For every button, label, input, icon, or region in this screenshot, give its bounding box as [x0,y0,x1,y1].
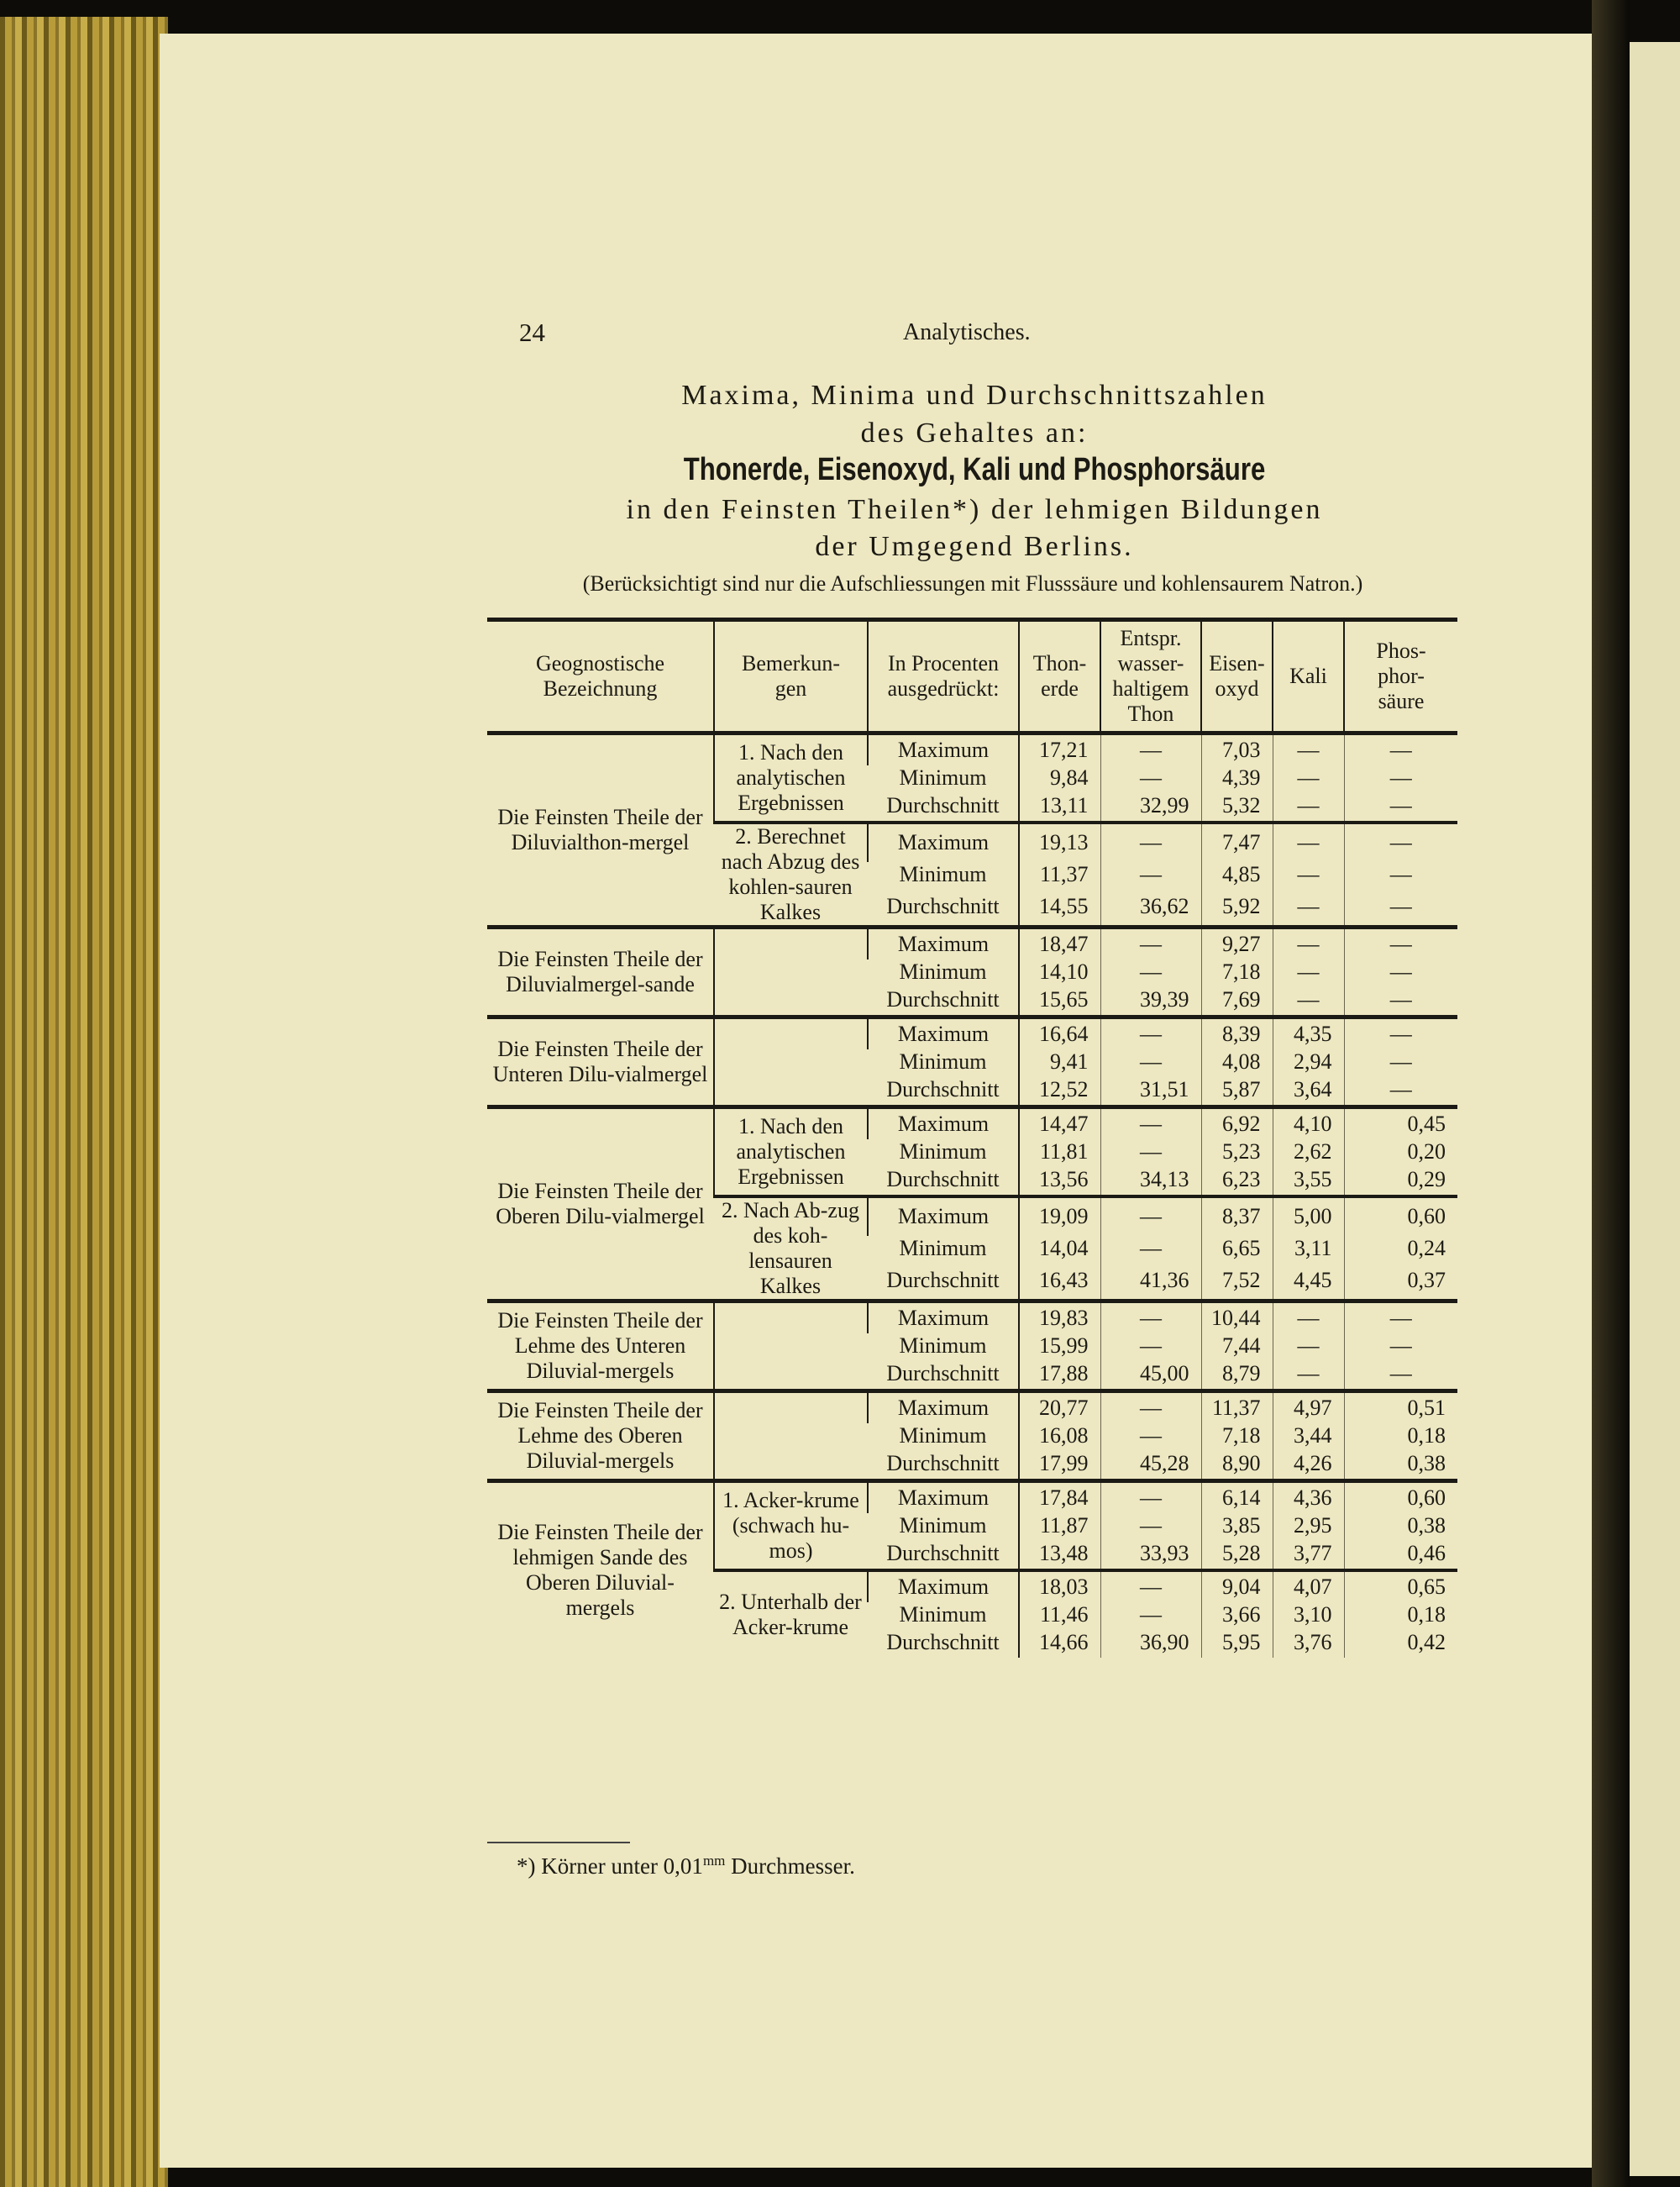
eisenoxyd-value: 3,85 [1201,1513,1273,1538]
stat-label: Minimum [899,1513,987,1538]
remark: 2. Nach Ab-zug des koh-lensauren Kalkes [714,1196,868,1301]
phosphorsaeure-value: 0,38 [1344,1513,1457,1538]
stat-label: Maximum [868,1481,1019,1514]
thonerde-value: 17,88 [1019,1359,1100,1391]
thonerde-value: 18,47 [1019,928,1100,960]
group-label: Die Feinsten Theile der Oberen Dilu-vialmergel [487,1107,714,1301]
phosphorsaeure-value: — [1344,862,1457,887]
thonerde-value: 15,65 [1019,985,1100,1017]
eisenoxyd-value: 8,90 [1201,1448,1273,1481]
kali-value: 3,76 [1273,1627,1344,1658]
thon-value: 31,51 [1100,1075,1201,1107]
kali-value: 4,07 [1273,1570,1344,1602]
footnote-rule [487,1842,630,1843]
title-line-2: des Gehaltes an: [860,418,1089,449]
thon-value: — [1100,765,1201,791]
remark [714,1301,868,1391]
phosphorsaeure-value: — [1344,823,1457,862]
table-row [487,1107,1457,1140]
kali-value: — [1273,1359,1344,1391]
phosphorsaeure-value: 0,51 [1344,1391,1457,1424]
stat-label: Minimum [899,1423,987,1448]
eisenoxyd-value: 9,27 [1201,928,1273,960]
table-row [487,1391,1457,1424]
remark: 1. Nach den analytischen Ergebnissen [714,733,868,823]
eisenoxyd-value: 7,69 [1201,985,1273,1017]
eisenoxyd-value: 5,95 [1201,1627,1273,1658]
phosphorsaeure-value: — [1344,765,1457,791]
phosphorsaeure-value: 0,45 [1344,1107,1457,1140]
phosphorsaeure-value: — [1344,887,1457,927]
table-row [487,733,1457,766]
remark [714,1017,868,1107]
phosphorsaeure-value: 0,38 [1344,1448,1457,1481]
stat-label: Durchschnitt [886,987,1000,1012]
phosphorsaeure-value: 0,65 [1344,1570,1457,1602]
table-note: (Berücksichtigt sind nur die Aufschliessungen mit Flusssäure und kohlensaurem Natron.) [582,571,1363,596]
kali-value: — [1273,1333,1344,1359]
thon-value: — [1100,1423,1201,1448]
stat-label: Durchschnitt [886,1077,1000,1101]
phosphorsaeure-value: — [1344,1333,1457,1359]
group-label: Die Feinsten Theile der Diluvialmergel-sande [487,928,714,1017]
stat-label: Maximum [868,733,1019,766]
phosphorsaeure-value: 0,20 [1344,1139,1457,1164]
thonerde-value: 20,77 [1019,1391,1100,1424]
stat-label: Minimum [899,1049,987,1074]
thon-value: 41,36 [1100,1261,1201,1301]
eisenoxyd-value: 10,44 [1201,1301,1273,1334]
phosphorsaeure-value: 0,46 [1344,1538,1457,1570]
footnote-text-end: Durchmesser. [725,1853,855,1879]
phosphorsaeure-value: 0,18 [1344,1423,1457,1448]
thon-value: — [1100,1570,1201,1602]
kali-value: — [1273,733,1344,766]
phosphorsaeure-value: — [1344,1075,1457,1107]
thonerde-value: 14,66 [1019,1627,1100,1658]
stat-label: Maximum [868,823,1019,862]
kali-value: — [1273,959,1344,985]
table-row [487,1301,1457,1334]
kali-value: — [1273,765,1344,791]
column-header: Phos- phor- säure [1344,620,1457,733]
footnote [517,1853,855,1879]
thonerde-value: 11,81 [1019,1139,1100,1164]
phosphorsaeure-value: 0,24 [1344,1236,1457,1261]
thonerde-value: 17,99 [1019,1448,1100,1481]
eisenoxyd-value: 11,37 [1201,1391,1273,1424]
phosphorsaeure-value: — [1344,959,1457,985]
eisenoxyd-value: 8,79 [1201,1359,1273,1391]
kali-value: — [1273,791,1344,823]
thon-value: — [1100,1017,1201,1050]
thon-value: — [1100,823,1201,862]
phosphorsaeure-value: — [1344,791,1457,823]
title-line-3: Thonerde, Eisenoxyd, Kali und Phosphorsäure [683,452,1266,487]
table-row [487,1481,1457,1514]
eisenoxyd-value: 7,52 [1201,1261,1273,1301]
remark: 2. Berechnet nach Abzug des kohlen-sauren Kalkes [714,823,868,928]
thonerde-value: 19,09 [1019,1196,1100,1236]
thonerde-value: 19,83 [1019,1301,1100,1334]
column-header: Thon- erde [1019,620,1100,733]
thon-value: 33,93 [1100,1538,1201,1570]
page-number: 24 [519,318,545,347]
stat-label: Minimum [899,1235,987,1260]
thon-value: — [1100,959,1201,985]
stat-label: Maximum [868,1107,1019,1140]
thonerde-value: 11,87 [1019,1513,1100,1538]
thonerde-value: 13,48 [1019,1538,1100,1570]
eisenoxyd-value: 6,92 [1201,1107,1273,1140]
stat-label: Minimum [899,861,987,886]
group-label: Die Feinsten Theile der Unteren Dilu-vialmergel [487,1017,714,1107]
thonerde-value: 16,43 [1019,1261,1100,1301]
stat-label: Minimum [899,1602,987,1627]
thonerde-value: 11,46 [1019,1602,1100,1627]
stat-label: Durchschnitt [886,1167,1000,1191]
kali-value: 2,95 [1273,1513,1344,1538]
kali-value: 4,26 [1273,1448,1344,1481]
eisenoxyd-value: 7,44 [1201,1333,1273,1359]
thon-value: — [1100,862,1201,887]
eisenoxyd-value: 4,39 [1201,765,1273,791]
eisenoxyd-value: 5,23 [1201,1139,1273,1164]
eisenoxyd-value: 7,18 [1201,1423,1273,1448]
phosphorsaeure-value: 0,37 [1344,1261,1457,1301]
footnote-text: *) Körner unter 0,01 [517,1853,703,1879]
thon-value: — [1100,1236,1201,1261]
phosphorsaeure-value: — [1344,1049,1457,1075]
table-row [487,1017,1457,1050]
kali-value: 2,62 [1273,1139,1344,1164]
kali-value: 4,10 [1273,1107,1344,1140]
stat-label: Durchschnitt [886,1361,1000,1385]
thon-value: — [1100,1481,1201,1514]
phosphorsaeure-value: — [1344,1017,1457,1050]
stat-label: Maximum [868,1017,1019,1050]
title-line-4: in den Feinsten Theilen*) der lehmigen Bildungen [626,494,1323,525]
kali-value: — [1273,887,1344,927]
remark: 1. Acker-krume (schwach hu-mos) [714,1481,868,1571]
thonerde-value: 13,11 [1019,791,1100,823]
thon-value: 36,62 [1100,887,1201,927]
eisenoxyd-value: 7,47 [1201,823,1273,862]
eisenoxyd-value: 5,28 [1201,1538,1273,1570]
kali-value: 3,44 [1273,1423,1344,1448]
book-gutter [1592,0,1630,2187]
stat-label: Maximum [868,928,1019,960]
eisenoxyd-value: 6,14 [1201,1481,1273,1514]
phosphorsaeure-value: — [1344,1359,1457,1391]
kali-value: 4,35 [1273,1017,1344,1050]
kali-value: — [1273,985,1344,1017]
phosphorsaeure-value: 0,29 [1344,1164,1457,1196]
eisenoxyd-value: 5,32 [1201,791,1273,823]
eisenoxyd-value: 5,92 [1201,887,1273,927]
eisenoxyd-value: 3,66 [1201,1602,1273,1627]
stat-label: Durchschnitt [886,893,1000,918]
eisenoxyd-value: 6,65 [1201,1236,1273,1261]
phosphorsaeure-value: — [1344,985,1457,1017]
column-header: In Procenten ausgedrückt: [868,620,1019,733]
thonerde-value: 15,99 [1019,1333,1100,1359]
column-header: Eisen- oxyd [1201,620,1273,733]
column-header: Geognostische Bezeichnung [487,620,714,733]
phosphorsaeure-value: 0,60 [1344,1481,1457,1514]
column-header: Bemerkun- gen [714,620,868,733]
phosphorsaeure-value: 0,42 [1344,1627,1457,1658]
eisenoxyd-value: 6,23 [1201,1164,1273,1196]
eisenoxyd-value: 9,04 [1201,1570,1273,1602]
kali-value: — [1273,823,1344,862]
book-page-edges [0,17,168,2187]
remark [714,928,868,1017]
eisenoxyd-value: 5,87 [1201,1075,1273,1107]
thon-value: — [1100,1107,1201,1140]
stat-label: Maximum [868,1196,1019,1236]
running-head: Analytisches. [903,319,1031,345]
thon-value: — [1100,1049,1201,1075]
thon-value: — [1100,1391,1201,1424]
column-header: Kali [1273,620,1344,733]
phosphorsaeure-value: 0,60 [1344,1196,1457,1236]
remark: 2. Unterhalb der Acker-krume [714,1570,868,1658]
table-row [487,928,1457,960]
title-line-5: der Umgegend Berlins. [815,531,1134,562]
stat-label: Minimum [899,765,987,790]
thon-value: — [1100,1139,1201,1164]
thonerde-value: 19,13 [1019,823,1100,862]
stat-label: Maximum [868,1570,1019,1602]
kali-value: 5,00 [1273,1196,1344,1236]
eisenoxyd-value: 8,39 [1201,1017,1273,1050]
group-label: Die Feinsten Theile der Diluvialthon-mergel [487,733,714,928]
remark [714,1391,868,1481]
stat-label: Maximum [868,1391,1019,1424]
thon-value: — [1100,1333,1201,1359]
group-label: Die Feinsten Theile der Lehme des Oberen Diluvial-mergels [487,1391,714,1481]
eisenoxyd-value: 4,08 [1201,1049,1273,1075]
thon-value: — [1100,1301,1201,1334]
phosphorsaeure-value: 0,18 [1344,1602,1457,1627]
eisenoxyd-value: 7,18 [1201,959,1273,985]
stat-label: Durchschnitt [886,1541,1000,1565]
stat-label: Maximum [868,1301,1019,1334]
thonerde-value: 17,84 [1019,1481,1100,1514]
facing-page-edge [1630,42,1680,2176]
thonerde-value: 12,52 [1019,1075,1100,1107]
table-body [487,733,1457,1659]
kali-value: — [1273,1301,1344,1334]
thon-value: 34,13 [1100,1164,1201,1196]
thonerde-value: 9,41 [1019,1049,1100,1075]
remark: 1. Nach den analytischen Ergebnissen [714,1107,868,1197]
thonerde-value: 14,04 [1019,1236,1100,1261]
thonerde-value: 14,55 [1019,887,1100,927]
group-label: Die Feinsten Theile der lehmigen Sande des Oberen Diluvial-mergels [487,1481,714,1659]
stat-label: Durchschnitt [886,793,1000,817]
thonerde-value: 9,84 [1019,765,1100,791]
kali-value: 3,55 [1273,1164,1344,1196]
thon-value: — [1100,733,1201,766]
thonerde-value: 17,21 [1019,733,1100,766]
kali-value: 4,97 [1273,1391,1344,1424]
kali-value: 3,11 [1273,1236,1344,1261]
thon-value: — [1100,1196,1201,1236]
phosphorsaeure-value: — [1344,928,1457,960]
thonerde-value: 11,37 [1019,862,1100,887]
kali-value: 3,77 [1273,1538,1344,1570]
analysis-table [487,618,1457,1658]
kali-value: 4,45 [1273,1261,1344,1301]
kali-value: 2,94 [1273,1049,1344,1075]
phosphorsaeure-value: — [1344,1301,1457,1334]
kali-value: 3,10 [1273,1602,1344,1627]
stat-label: Minimum [899,1139,987,1164]
kali-value: 3,64 [1273,1075,1344,1107]
column-header: Entspr. wasser- haltigem Thon [1100,620,1201,733]
kali-value: — [1273,928,1344,960]
thon-value: 39,39 [1100,985,1201,1017]
thonerde-value: 16,08 [1019,1423,1100,1448]
thonerde-value: 18,03 [1019,1570,1100,1602]
thon-value: — [1100,1602,1201,1627]
thonerde-value: 13,56 [1019,1164,1100,1196]
stat-label: Durchschnitt [886,1630,1000,1654]
phosphorsaeure-value: — [1344,733,1457,766]
eisenoxyd-value: 8,37 [1201,1196,1273,1236]
stat-label: Durchschnitt [886,1451,1000,1475]
table-header-row [487,620,1457,733]
footnote-unit: mm [702,1853,726,1869]
kali-value: 4,36 [1273,1481,1344,1514]
stat-label: Minimum [899,1333,987,1358]
stat-label: Minimum [899,959,987,984]
stat-label: Durchschnitt [886,1267,1000,1292]
eisenoxyd-value: 4,85 [1201,862,1273,887]
thonerde-value: 14,47 [1019,1107,1100,1140]
thon-value: 45,28 [1100,1448,1201,1481]
thon-value: — [1100,1513,1201,1538]
kali-value: — [1273,862,1344,887]
group-label: Die Feinsten Theile der Lehme des Unteren Diluvial-mergels [487,1301,714,1391]
title-line-1: Maxima, Minima und Durchschnittszahlen [681,380,1268,411]
thon-value: 36,90 [1100,1627,1201,1658]
thon-value: 45,00 [1100,1359,1201,1391]
thonerde-value: 14,10 [1019,959,1100,985]
thonerde-value: 16,64 [1019,1017,1100,1050]
eisenoxyd-value: 7,03 [1201,733,1273,766]
thon-value: — [1100,928,1201,960]
thon-value: 32,99 [1100,791,1201,823]
